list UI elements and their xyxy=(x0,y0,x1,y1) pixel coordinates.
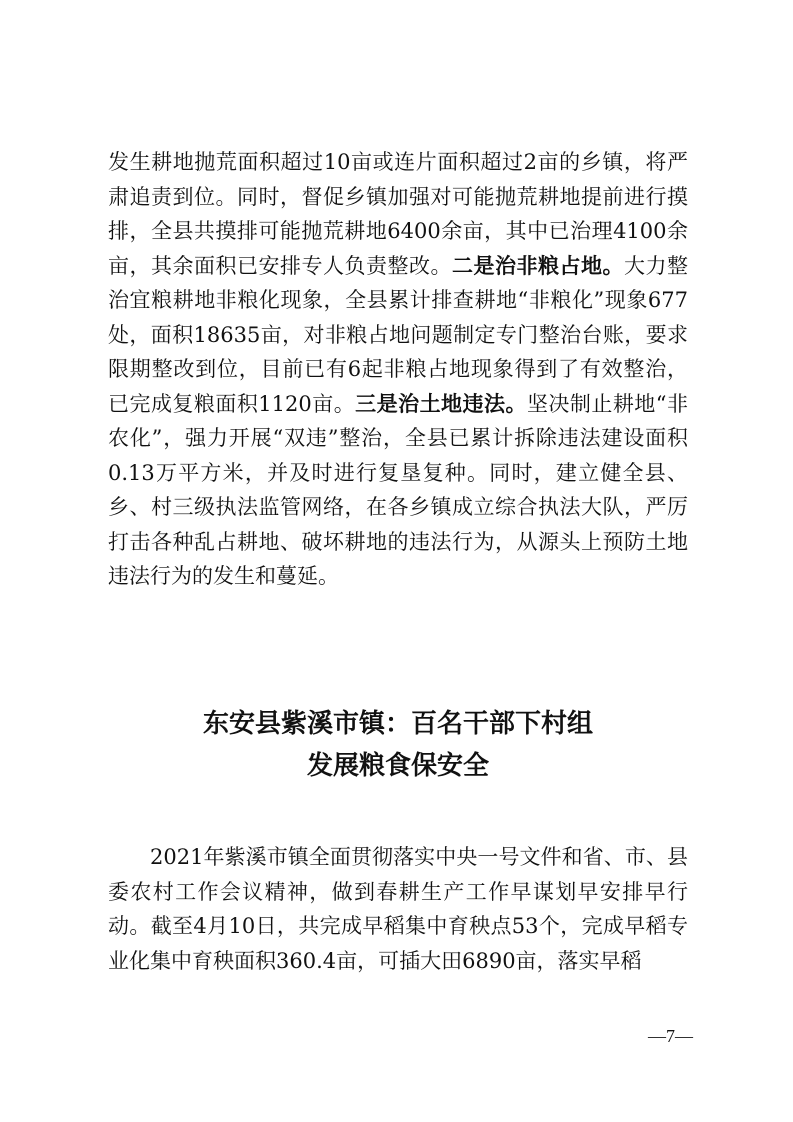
bold-heading-phrase: 三是治土地违法。 xyxy=(355,390,527,416)
body-paragraph-1 xyxy=(108,145,688,594)
bold-heading-phrase: 二是治非粮占地。 xyxy=(452,252,624,278)
paragraph-text: 坚决制止耕地“非农化”，强力开展“双违”整治，全县已累计拆除违法建设面积0.13万平方米，并及时进行复垦复种。同时，建立健全县、乡、村三级执法监管网络，在各乡镇成立综合执法大队，严厉打击各种乱占耕地、破坏耕地的违法行为，从源头上预防土地违法行为的发生和蔓延。 xyxy=(108,391,688,588)
paragraph-text: 发生耕地抛荒面积超过10亩或连片面积超过2亩的乡镇，将严肃追责到位。同时，督促乡镇加强对可能抛荒耕地提前进行摸排，全县共摸排可能抛荒耕地6400余亩，其中已治理4100余亩，其余面积已安排专人负责整改。 xyxy=(108,150,688,278)
paragraph-text: 2021年紫溪市镇全面贯彻落实中央一号文件和省、市、县委农村工作会议精神，做到春耕生产工作早谋划早安排早行动。截至4月10日，共完成早稻集中育秧点53个，完成早稻专业化集中育秧面积360.4亩，可插大田6890亩，落实早稻 xyxy=(108,845,688,973)
section-heading xyxy=(108,703,688,787)
page-number: —7— xyxy=(648,1026,693,1046)
section-heading-line-2: 发展粮食保安全 xyxy=(306,751,489,781)
section-heading-line-1: 东安县紫溪市镇：百名干部下村组 xyxy=(202,709,593,739)
paragraph-text: 大力整治宜粮耕地非粮化现象，全县累计排查耕地“非粮化”现象677处，面积18635亩，对非粮占地问题制定专门整治台账，要求限期整改到位，目前已有6起非粮占地现象得到了有效整治，已完成复粮面积1120亩。 xyxy=(108,253,688,416)
body-paragraph-2 xyxy=(108,840,688,978)
